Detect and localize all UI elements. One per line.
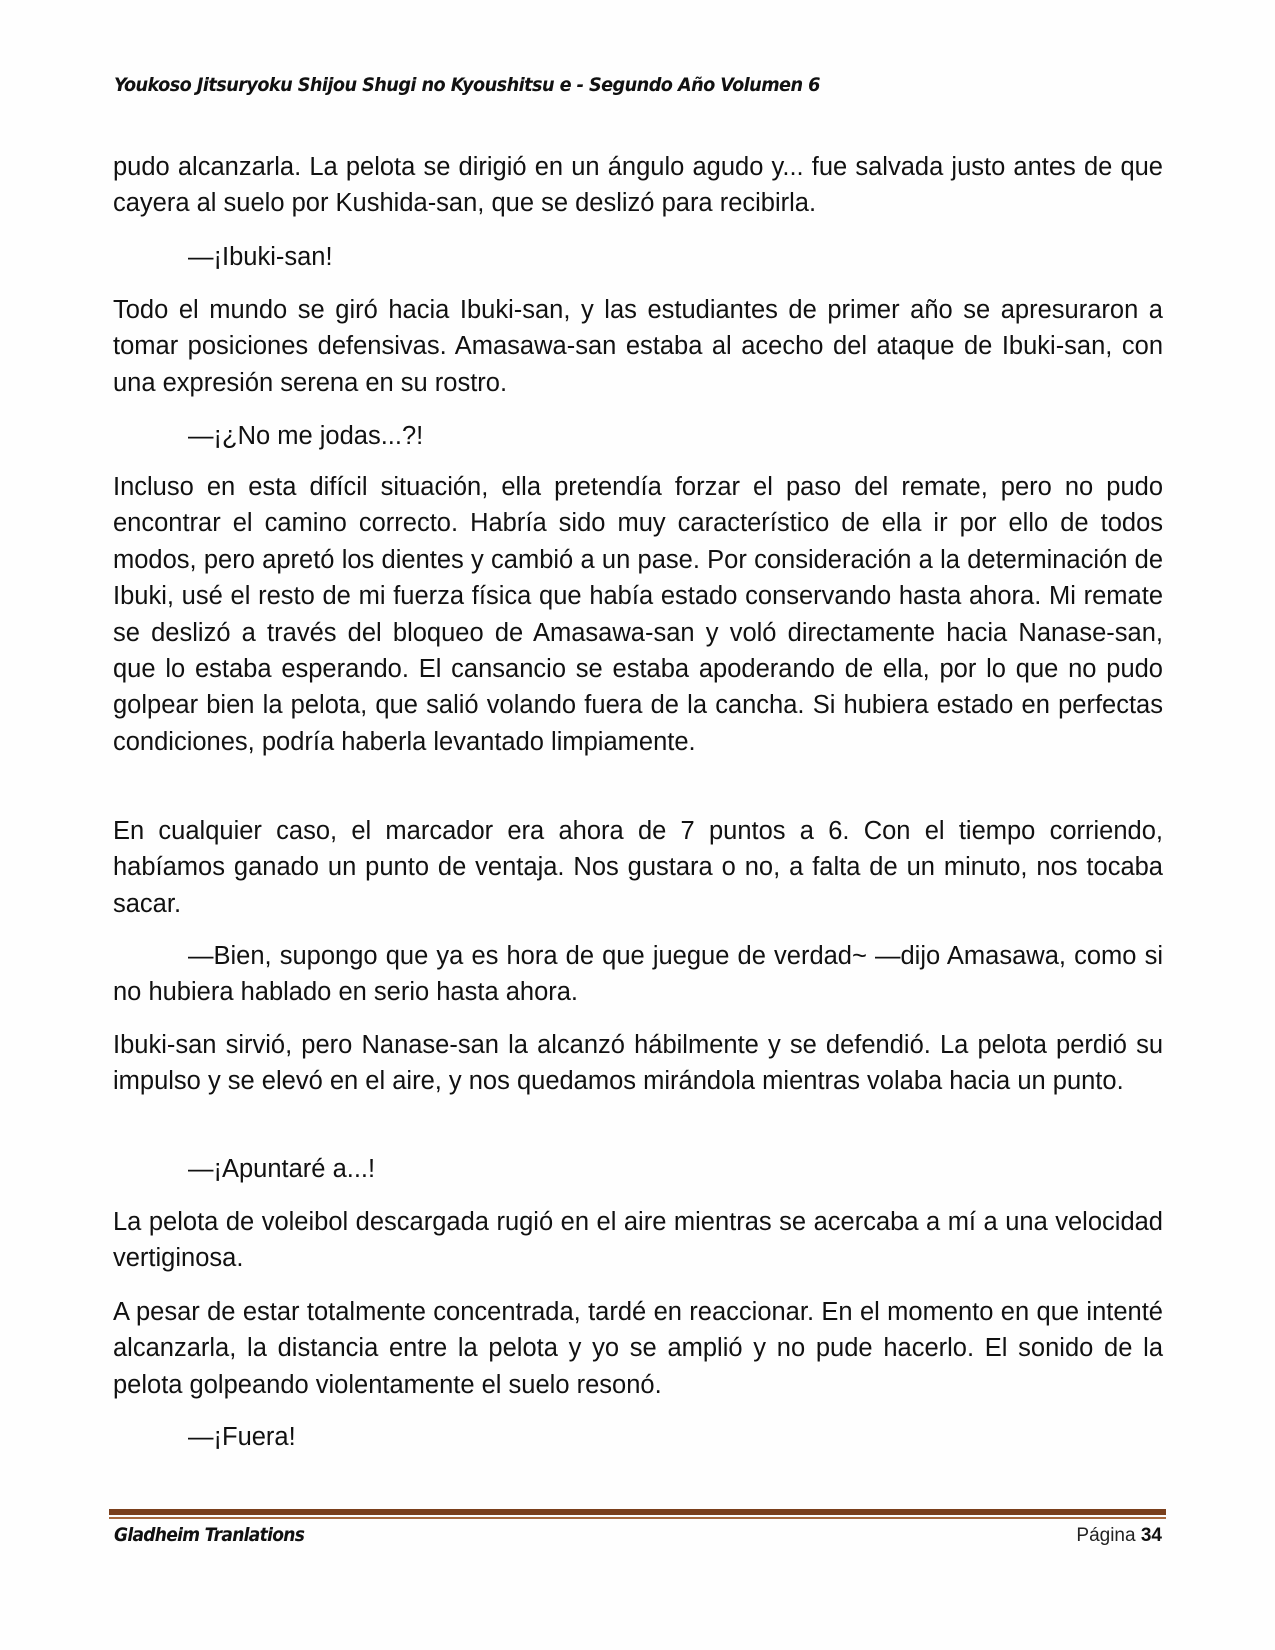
paragraph-3: Incluso en esta difícil situación, ella pretendía forzar el paso del remate, pero no pudo encontrar el camino correcto. Habría sido muy característico de ella ir por ello de todos modos, pero apretó los dientes y cambió a un pase. Por consideración a la determinación de Ibuki, usé el resto de mi fuerza física que había estado conservando hasta ahora. Mi remate se deslizó a través del bloqueo de Amasawa-san y voló directamente hacia Nanase-san, que lo estaba esperando. El cansancio se estaba apoderando de ella, por lo que no pudo golpear bien la pelota, que salió volando fuera de la cancha. Si hubiera estado en perfectas condiciones, podría haberla levantado limpiamente. <box>113 473 1163 756</box>
paragraph-2: Todo el mundo se giró hacia Ibuki-san, y las estudiantes de primer año se apresuraron a tomar posiciones defensivas. Amasawa-san estaba al acecho del ataque de Ibuki-san, con una expresión serena en su rostro. <box>113 296 1163 397</box>
dialogue-3: —Bien, supongo que ya es hora de que juegue de verdad~ —dijo Amasawa, como si no hubiera hablado en serio hasta ahora. <box>113 942 1163 1007</box>
dialogue-4: —¡Apuntaré a...! <box>188 1155 376 1183</box>
paragraph-4: En cualquier caso, el marcador era ahora de 7 puntos a 6. Con el tiempo corriendo, habíamos ganado un punto de ventaja. Nos gustara o no, a falta de un minuto, nos tocaba sacar. <box>113 817 1163 918</box>
footer-credit: Gladheim Tranlations <box>114 1524 305 1546</box>
footer-rule-thin <box>109 1517 1166 1519</box>
dialogue-1: —¡Ibuki-san! <box>188 243 333 271</box>
dialogue-2: —¡¿No me jodas...?! <box>188 422 424 450</box>
page-label: Página <box>1076 1525 1136 1546</box>
paragraph-6: La pelota de voleibol descargada rugió en el aire mientras se acercaba a mí a una velocidad vertiginosa. <box>113 1208 1163 1273</box>
running-header: Youkoso Jitsuryoku Shijou Shugi no Kyoushitsu e - Segundo Año Volumen 6 <box>114 74 820 96</box>
page-number-value: 34 <box>1140 1525 1162 1546</box>
paragraph-7: A pesar de estar totalmente concentrada, tardé en reaccionar. En el momento en que intenté alcanzarla, la distancia entre la pelota y yo se amplió y no pude hacerlo. El sonido de la pelota golpeando violentamente el suelo resonó. <box>113 1298 1163 1399</box>
paragraph-5: Ibuki-san sirvió, pero Nanase-san la alcanzó hábilmente y se defendió. La pelota perdió su impulso y se elevó en el aire, y nos quedamos mirándola mientras volaba hacia un punto. <box>113 1031 1163 1096</box>
paragraph-1: pudo alcanzarla. La pelota se dirigió en un ángulo agudo y... fue salvada justo antes de que cayera al suelo por Kushida-san, que se deslizó para recibirla. <box>113 153 1163 218</box>
footer-rule-thick <box>109 1509 1166 1515</box>
page-number <box>1076 1525 1162 1547</box>
dialogue-5: —¡Fuera! <box>188 1423 296 1451</box>
